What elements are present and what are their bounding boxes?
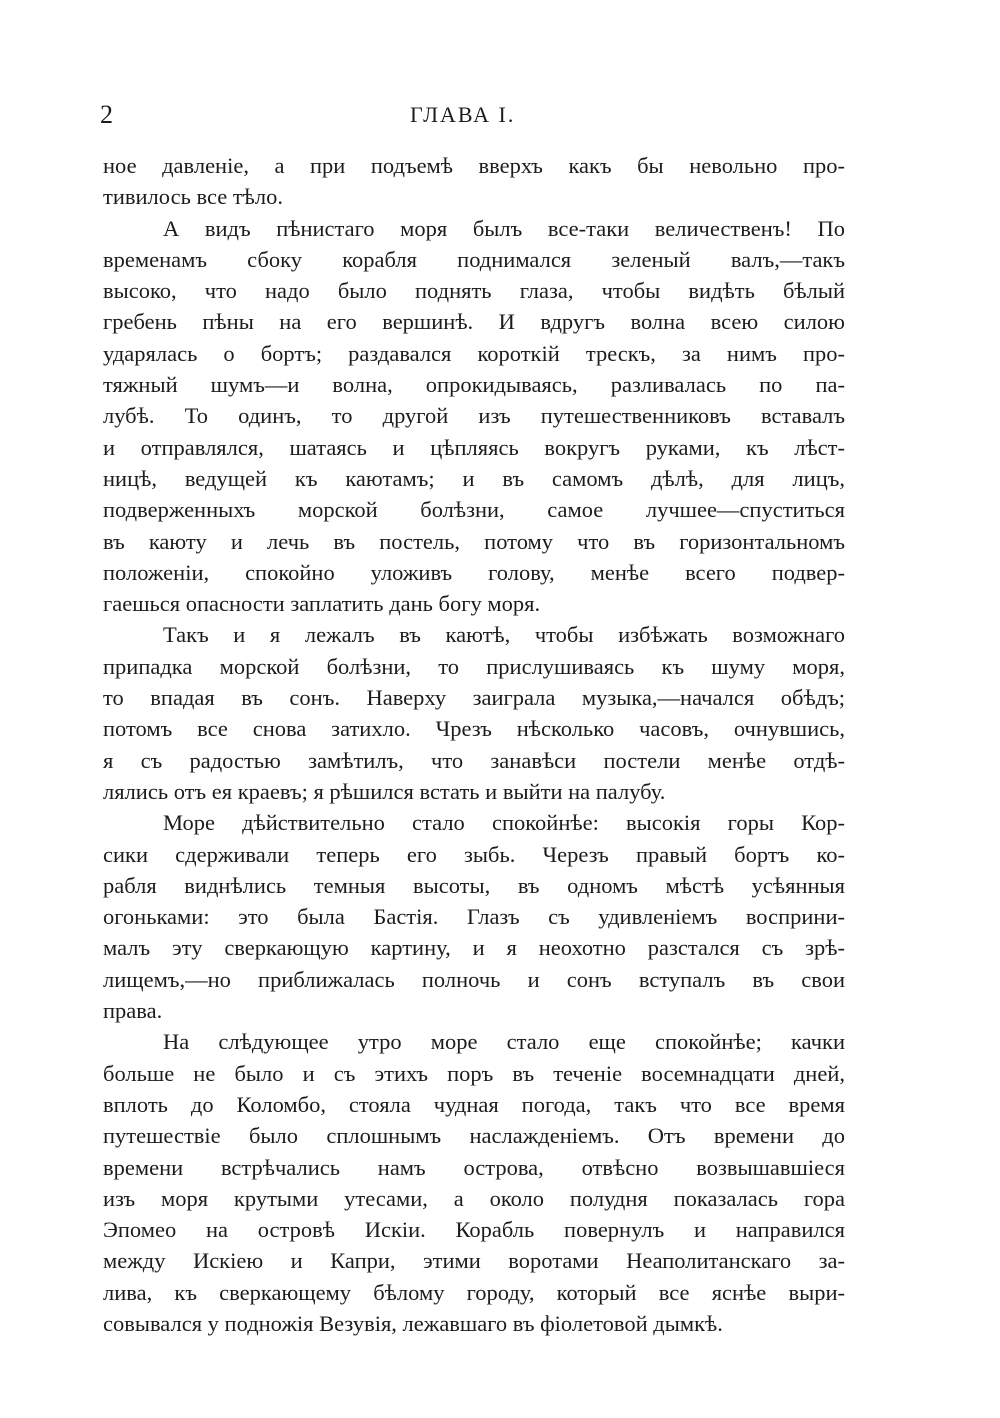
text-line: ударялась о бортъ; раздавался короткій трескъ, за нимъ про- bbox=[103, 340, 845, 366]
text-line: гребень пѣны на его вершинѣ. И вдругъ волна всею силою bbox=[103, 309, 845, 335]
text-line: высоко, что надо было поднять глаза, чтобы видѣть бѣлый bbox=[103, 278, 845, 304]
paragraph bbox=[103, 150, 845, 213]
text-line: временамъ сбоку корабля поднимался зеленый валъ,—такъ bbox=[103, 246, 845, 272]
text-line: ницѣ, ведущей къ каютамъ; и въ самомъ дѣлѣ, для лицъ, bbox=[103, 465, 845, 491]
text-line: А видъ пѣнистаго моря былъ все-таки величественъ! По bbox=[163, 215, 845, 241]
text-line: потомъ все снова затихло. Чрезъ нѣсколько часовъ, очнувшись, bbox=[103, 716, 845, 742]
body-text bbox=[103, 150, 845, 1339]
paragraph bbox=[103, 213, 845, 620]
text-line: На слѣдующее утро море стало еще спокойнѣе; качки bbox=[163, 1029, 845, 1055]
text-line: малъ эту сверкающую картину, и я неохотно разстался съ зрѣ- bbox=[103, 935, 845, 961]
text-line: и отправлялся, шатаясь и цѣпляясь вокругъ руками, къ лѣст- bbox=[103, 434, 845, 460]
page-number: 2 bbox=[100, 100, 113, 129]
text-line: сики сдерживали теперь его зыбь. Черезъ правый бортъ ко- bbox=[103, 841, 845, 867]
text-line: припадка морской болѣзни, то прислушиваясь къ шуму моря, bbox=[103, 653, 845, 679]
text-line: права. bbox=[103, 998, 163, 1024]
text-line: Море дѣйствительно стало спокойнѣе: высокія горы Кор- bbox=[163, 810, 845, 836]
text-line: ное давленіе, а при подъемѣ вверхъ какъ бы невольно про- bbox=[103, 153, 845, 178]
text-line: вплоть до Коломбо, стояла чудная погода, такъ что все время bbox=[103, 1091, 845, 1117]
running-head: ГЛАВА I. bbox=[410, 102, 516, 127]
text-line: подверженныхъ морской болѣзни, самое лучшее—спуститься bbox=[103, 497, 845, 523]
text-line: я съ радостью замѣтилъ, что занавѣси постели менѣе отдѣ- bbox=[103, 747, 845, 773]
text-line: между Искіею и Капри, этими воротами Неаполитанскаго за- bbox=[103, 1248, 845, 1274]
paragraph bbox=[103, 619, 845, 807]
text-line: положеніи, спокойно уложивъ голову, менѣе всего подвер- bbox=[103, 559, 845, 585]
text-line: гаешься опасности заплатить дань богу моря. bbox=[103, 591, 541, 617]
text-line: совывался у подножія Везувія, лежавшаго въ фіолетовой дымкѣ. bbox=[103, 1310, 723, 1336]
text-line: въ каюту и лечь въ постель, потому что въ горизонтальномъ bbox=[103, 528, 845, 554]
text-line: времени встрѣчались намъ острова, отвѣсно возвышавшіеся bbox=[103, 1154, 845, 1180]
text-line: изъ моря крутыми утесами, а около полудня показалась гора bbox=[103, 1185, 845, 1211]
text-line: то впадая въ сонъ. Наверху заиграла музыка,—начался обѣдъ; bbox=[103, 685, 845, 711]
text-line: лялись отъ ея краевъ; я рѣшился встать и выйти на палубу. bbox=[103, 778, 666, 804]
text-line: тяжный шумъ—и волна, опрокидываясь, разливалась по па- bbox=[103, 372, 845, 398]
text-line: огоньками: это была Бастія. Глазъ съ удивленіемъ восприни- bbox=[103, 904, 845, 930]
paragraph bbox=[103, 1026, 845, 1339]
text-line: лубѣ. То одинъ, то другой изъ путешественниковъ вставалъ bbox=[103, 403, 845, 429]
text-line: путешествіе было сплошнымъ наслажденіемъ. Отъ времени до bbox=[103, 1123, 845, 1149]
text-line: лива, къ сверкающему бѣлому городу, который все яснѣе выри- bbox=[103, 1279, 845, 1305]
paragraph bbox=[103, 807, 845, 1026]
text-line: Эпомео на островѣ Искіи. Корабль повернулъ и направился bbox=[103, 1217, 845, 1243]
text-line: рабля виднѣлись темныя высоты, въ одномъ мѣстѣ усѣянныя bbox=[103, 872, 845, 898]
text-line: больше не было и съ этихъ поръ въ теченіе восемнадцати дней, bbox=[103, 1060, 845, 1086]
text-line: лищемъ,—но приближалась полночь и сонъ вступалъ въ свои bbox=[103, 966, 845, 992]
text-line: тивилось все тѣло. bbox=[103, 184, 283, 210]
text-line: Такъ и я лежалъ въ каютѣ, чтобы избѣжать возможнаго bbox=[163, 622, 845, 648]
